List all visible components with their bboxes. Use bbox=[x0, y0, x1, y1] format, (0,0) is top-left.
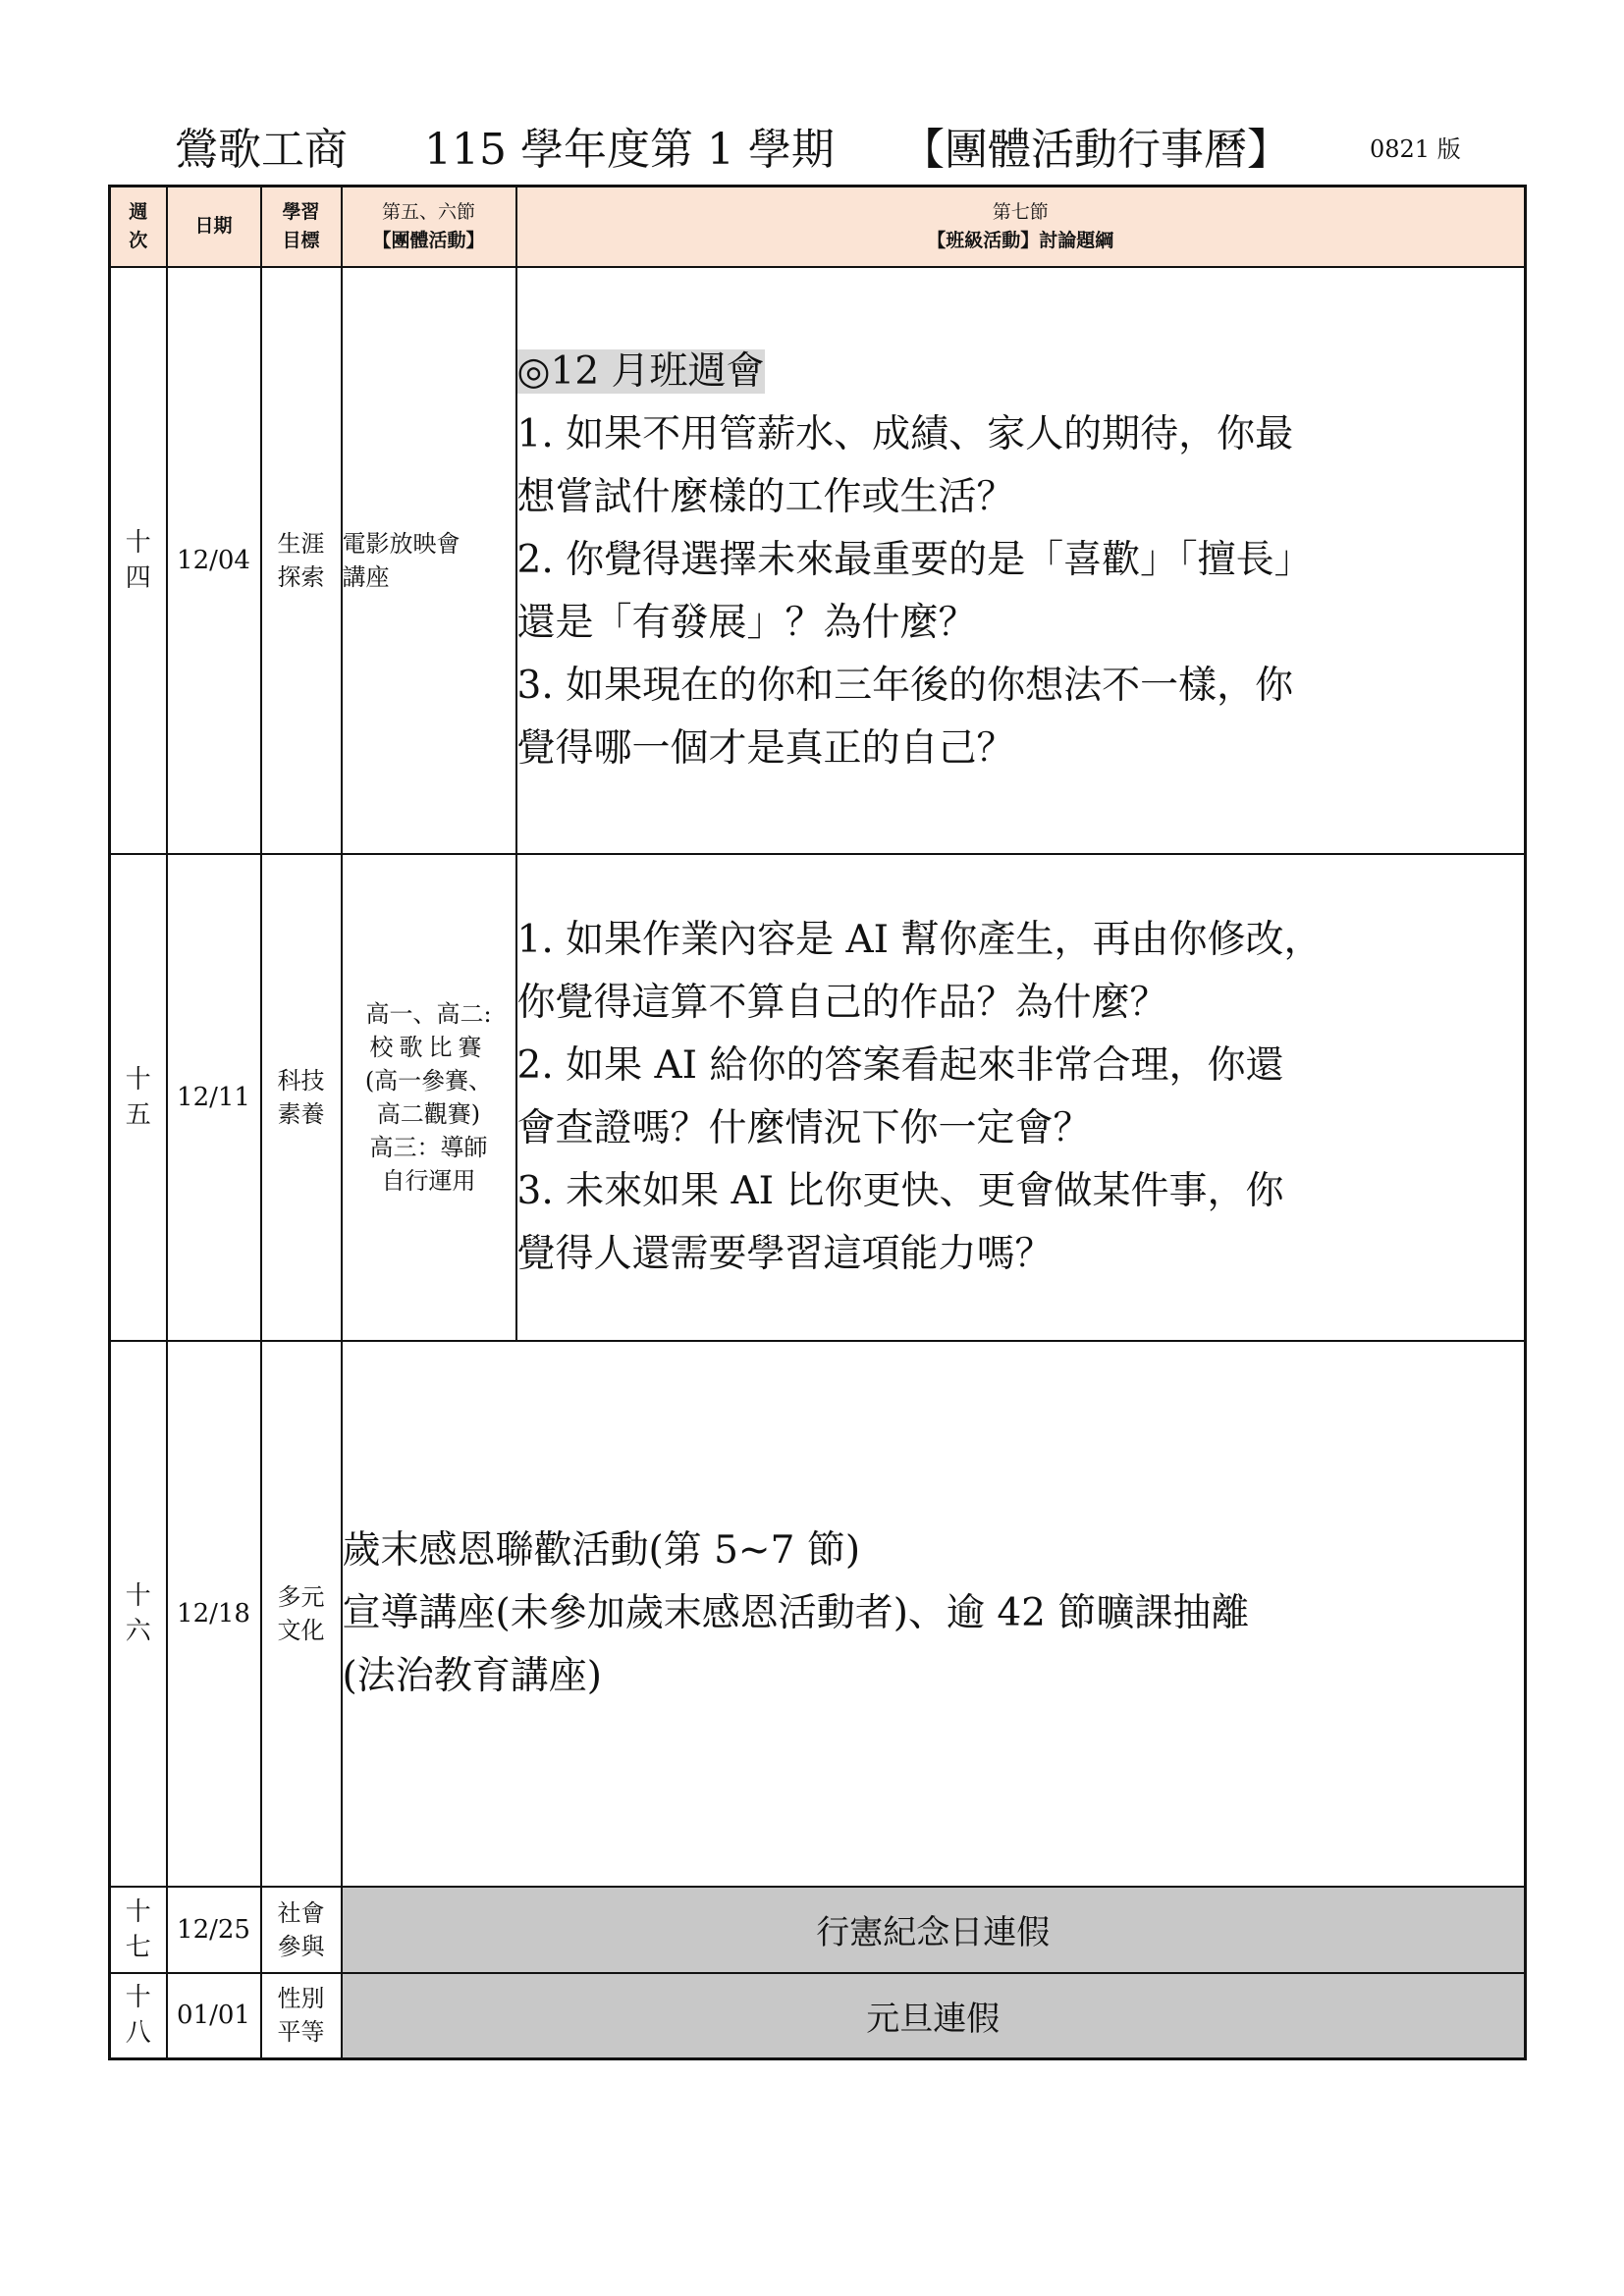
discussion-line: 覺得哪一個才是真正的自己？ bbox=[516, 725, 1015, 771]
date-cell: 12/25 bbox=[167, 1887, 261, 1973]
discussion-title: ◎12 月班週會 bbox=[516, 348, 765, 394]
activity-cell: 高一、高二: 校歌比賽 (高一參賽、 高二觀賽) 高三：導師 自行運用 bbox=[342, 854, 516, 1341]
discussion-line: 你覺得這算不算自己的作品？為什麼？ bbox=[516, 980, 1168, 1025]
goal-cell: 社會 參與 bbox=[261, 1887, 342, 1973]
goal-cell: 多元 文化 bbox=[261, 1341, 342, 1887]
goal-cell: 生涯 探索 bbox=[261, 267, 342, 854]
discussion-line: 會查證嗎？什麼情況下你一定會？ bbox=[516, 1105, 1092, 1150]
header-row bbox=[110, 187, 1526, 267]
activity-cell: 電影放映會 講座 bbox=[342, 267, 516, 854]
header-date: 日期 bbox=[167, 187, 261, 267]
goal-cell: 性別 平等 bbox=[261, 1973, 342, 2059]
header-periods56: 第五、六節 【團體活動】 bbox=[342, 187, 516, 267]
document-title bbox=[0, 110, 1624, 175]
discussion-cell bbox=[516, 267, 1526, 854]
table-row bbox=[110, 1973, 1526, 2059]
discussion-line: 3. 如果現在的你和三年後的你想法不一樣，你 bbox=[516, 663, 1294, 708]
discussion-line: 覺得人還需要學習這項能力嗎？ bbox=[516, 1231, 1054, 1276]
holiday-cell: 行憲紀念日連假 bbox=[342, 1887, 1526, 1973]
week-cell: 十 五 bbox=[110, 854, 167, 1341]
table-row bbox=[110, 1341, 1526, 1887]
academic-term: 115 學年度第 1 學期 bbox=[424, 125, 835, 175]
school-name: 鶯歌工商 bbox=[175, 125, 348, 175]
discussion-line: 還是「有發展」？為什麼？ bbox=[516, 600, 977, 645]
merged-activity-cell bbox=[342, 1341, 1526, 1887]
activity-calendar-table bbox=[108, 185, 1527, 2060]
discussion-cell bbox=[516, 854, 1526, 1341]
week-cell: 十 七 bbox=[110, 1887, 167, 1973]
table-row bbox=[110, 267, 1526, 854]
goal-cell: 科技 素養 bbox=[261, 854, 342, 1341]
discussion-line: 2. 你覺得選擇未來最重要的是「喜歡」「擅長」 bbox=[516, 537, 1313, 582]
date-cell: 12/18 bbox=[167, 1341, 261, 1887]
activity-line: 宣導講座(未參加歲末感恩活動者)、逾 42 節曠課抽離 bbox=[342, 1590, 1250, 1635]
discussion-line: 想嘗試什麼樣的工作或生活？ bbox=[516, 474, 1015, 519]
activity-line: (法治教育講座) bbox=[342, 1653, 602, 1698]
header-goal: 學習 目標 bbox=[261, 187, 342, 267]
discussion-line: 3. 未來如果 AI 比你更快、更會做某件事，你 bbox=[516, 1168, 1284, 1213]
week-cell: 十 四 bbox=[110, 267, 167, 854]
header-week: 週 次 bbox=[110, 187, 167, 267]
date-cell: 12/11 bbox=[167, 854, 261, 1341]
table-row bbox=[110, 854, 1526, 1341]
week-cell: 十 八 bbox=[110, 1973, 167, 2059]
discussion-line: 2. 如果 AI 給你的答案看起來非常合理，你還 bbox=[516, 1042, 1284, 1088]
discussion-line: 1. 如果作業內容是 AI 幫你產生，再由你修改， bbox=[516, 917, 1323, 962]
table-row bbox=[110, 1887, 1526, 1973]
header-period7: 第七節 【班級活動】討論題綱 bbox=[516, 187, 1526, 267]
week-cell: 十 六 bbox=[110, 1341, 167, 1887]
discussion-line: 1. 如果不用管薪水、成績、家人的期待，你最 bbox=[516, 411, 1294, 456]
date-cell: 01/01 bbox=[167, 1973, 261, 2059]
holiday-cell: 元旦連假 bbox=[342, 1973, 1526, 2059]
calendar-name: 【團體活動行事曆】 bbox=[901, 125, 1290, 175]
date-cell: 12/04 bbox=[167, 267, 261, 854]
version-label: 0821 版 bbox=[1370, 135, 1461, 163]
activity-line: 歲末感恩聯歡活動(第 5~7 節) bbox=[342, 1527, 861, 1573]
